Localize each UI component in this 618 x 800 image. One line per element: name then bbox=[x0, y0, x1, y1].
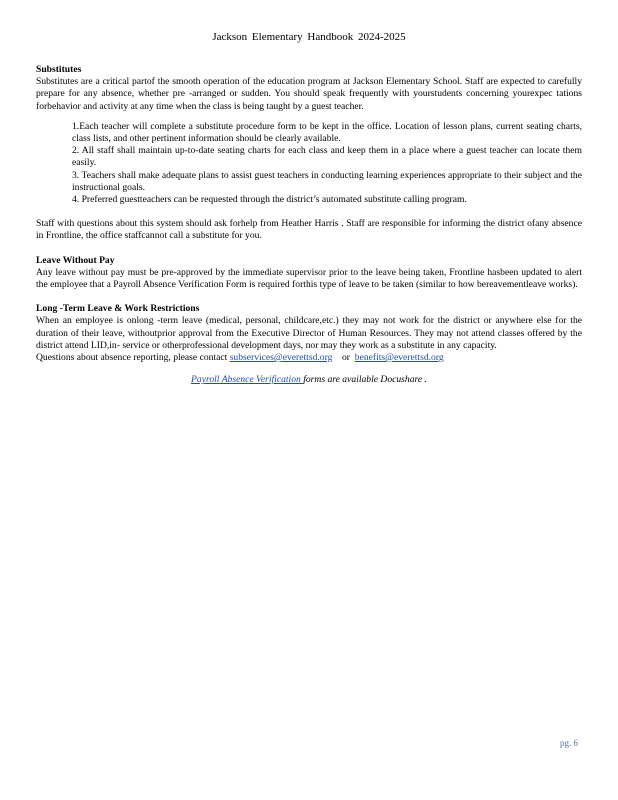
list-item: 4. Preferred guestteachers can be requested through the district’s automated substitute calling program. bbox=[72, 194, 467, 206]
leave-without-pay-body: Any leave without pay must be pre-approved by the immediate supervisor prior to the leave being taken, Frontline hasbeen updated to alert the employee that a Payroll Absence Verification Form is required forthis type of leave to be taken (similar to how bereavementleave works). bbox=[36, 266, 582, 291]
benefits-email-link[interactable]: benefits@everettsd.org bbox=[354, 352, 444, 364]
long-term-leave-heading: Long -Term Leave & Work Restrictions bbox=[36, 303, 200, 315]
list-item: 1.Each teacher will complete a substitute procedure form to be kept in the office. Location of lesson plans, current seating charts, class lists, and other pertinent information should be clearly available. bbox=[72, 120, 582, 145]
payroll-forms-line bbox=[36, 374, 582, 386]
page-number: pg. 6 bbox=[560, 738, 578, 748]
page-header: Jackson Elementary Handbook 2024-2025 bbox=[212, 31, 406, 43]
procedure-list bbox=[72, 121, 582, 206]
substitutes-closing: Staff with questions about this system should ask forhelp from Heather Harris . Staff are responsible for informing the district ofany absence in Frontline, the office staffcannot call a substitute for you. bbox=[36, 218, 582, 242]
list-item: 2. All staff shall maintain up-to-date seating charts for each class and keep them in a place where a guest teacher can locate them easily. bbox=[72, 145, 582, 169]
payroll-forms-suffix: forms are available Docushare . bbox=[303, 374, 427, 386]
questions-line bbox=[36, 352, 582, 364]
long-term-leave-body: When an employee is onlong -term leave (medical, personal, childcare,etc.) they may not work for the district or anywhere else for the duration of their leave, withoutprior approval from the Executive Director of Human Resources. They may not attend classes offered by the district attend LID,in- service or otherprofessional development days, nor may they work as a substitute in any capacity. bbox=[36, 315, 582, 351]
substitutes-intro: Substitutes are a critical partof the smooth operation of the education program at Jackson Elementary School. Staff are expected to carefully prepare for any absence, whether pre -arranged or sudden. You should speak frequently with yourstudents concerning yourexpec tations forbehavior and activity at any time when the class is being taught by a guest teacher. bbox=[36, 76, 582, 112]
page-content bbox=[36, 64, 582, 396]
or-text: or bbox=[332, 352, 355, 364]
questions-prefix: Questions about absence reporting, please contact bbox=[36, 352, 230, 364]
leave-without-pay-heading: Leave Without Pay bbox=[36, 254, 115, 266]
subservices-email-link[interactable]: subservices@everettsd.org bbox=[229, 352, 333, 364]
substitutes-heading: Substitutes bbox=[36, 64, 82, 75]
payroll-absence-verification-link[interactable]: Payroll Absence Verification bbox=[191, 374, 304, 386]
list-item: 3. Teachers shall make adequate plans to assist guest teachers in conducting learning experiences appropriate to their subject and the instructional goals. bbox=[72, 169, 582, 193]
